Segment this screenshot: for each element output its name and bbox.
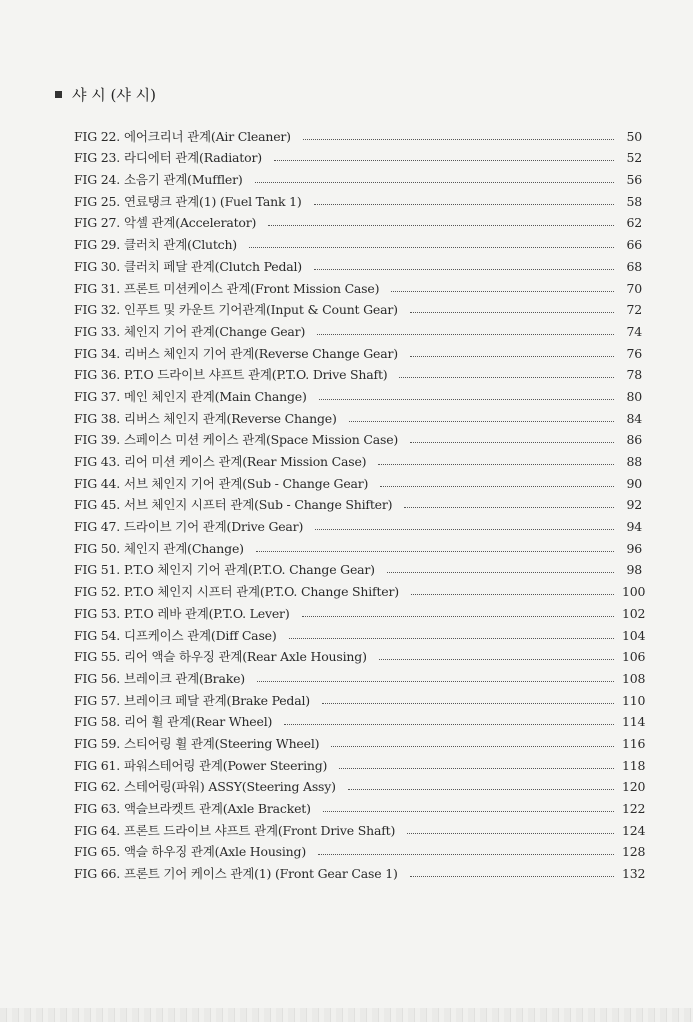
figure-number: FIG 44.: [74, 475, 121, 491]
dot-leader: [314, 269, 614, 270]
entry-title: P.T.O 체인지 기어 관계(P.T.O. Change Gear): [124, 562, 375, 578]
toc-entry: [74, 122, 642, 144]
square-bullet-icon: [55, 91, 62, 98]
entry-title: P.T.O 드라이브 샤프트 관계(P.T.O. Drive Shaft): [124, 367, 388, 383]
toc-entry: [74, 382, 642, 404]
figure-number: FIG 39.: [74, 432, 121, 448]
figure-number: FIG 53.: [74, 605, 121, 621]
dot-leader: [274, 160, 614, 161]
page-number: 120: [622, 779, 646, 795]
dot-leader: [319, 399, 614, 400]
entry-title: 리버스 체인지 관계(Reverse Change): [124, 410, 337, 426]
toc-entry: [74, 296, 642, 318]
toc-entry: [74, 534, 642, 556]
figure-number: FIG 29.: [74, 237, 121, 253]
entry-title: P.T.O 체인지 시프터 관계(P.T.O. Change Shifter): [124, 584, 399, 600]
page-number: 86: [626, 432, 642, 448]
page-number: 116: [622, 735, 646, 751]
toc-entry: [74, 447, 642, 469]
page-number: 90: [626, 475, 642, 491]
dot-leader: [322, 703, 614, 704]
entry-title: 연료탱크 관계(1) (Fuel Tank 1): [124, 193, 302, 209]
toc-entry: [74, 491, 642, 513]
page-number: 66: [626, 237, 642, 253]
entry-title: 브레이크 관계(Brake): [124, 670, 245, 686]
figure-number: FIG 45.: [74, 497, 121, 513]
dot-leader: [404, 507, 614, 508]
figure-number: FIG 66.: [74, 866, 121, 882]
page-number: 104: [622, 627, 646, 643]
figure-number: FIG 43.: [74, 454, 121, 469]
dot-leader: [399, 377, 614, 378]
toc-entry: [74, 512, 642, 534]
page-number: 96: [626, 540, 642, 556]
figure-number: FIG 24.: [74, 172, 121, 188]
page-number: 100: [622, 584, 646, 600]
page-number: 98: [626, 562, 642, 578]
page-number: 84: [626, 410, 642, 426]
entry-title: 소음기 관계(Muffler): [124, 172, 243, 188]
page-number: 102: [622, 605, 646, 621]
page-number: 124: [622, 822, 646, 838]
entry-title: 에어크리너 관계(Air Cleaner): [124, 128, 291, 144]
entry-title: 브레이크 페달 관계(Brake Pedal): [124, 692, 310, 708]
figure-number: FIG 52.: [74, 584, 121, 600]
toc-entry: [74, 404, 642, 426]
page-number: 68: [626, 258, 642, 274]
dot-leader: [379, 659, 614, 660]
figure-number: FIG 57.: [74, 692, 121, 708]
dot-leader: [289, 638, 614, 639]
page-number: 88: [626, 454, 642, 469]
entry-title: 악셀 관계(Accelerator): [124, 215, 257, 231]
figure-number: FIG 23.: [74, 150, 121, 166]
dot-leader: [257, 681, 614, 682]
dot-leader: [255, 182, 614, 183]
entry-title: 리어 액슬 하우징 관계(Rear Axle Housing): [124, 649, 367, 665]
figure-number: FIG 47.: [74, 519, 121, 535]
entry-title: 메인 체인지 관계(Main Change): [124, 388, 307, 404]
figure-number: FIG 32.: [74, 302, 121, 318]
entry-title: 프론트 미션케이스 관계(Front Mission Case): [124, 280, 380, 296]
toc-entry: [74, 252, 642, 274]
page-number: 56: [626, 172, 642, 188]
page-number: 50: [626, 128, 642, 144]
toc-entry: [74, 230, 642, 252]
figure-number: FIG 59.: [74, 735, 121, 751]
dot-leader: [411, 594, 614, 595]
page-number: 94: [626, 519, 642, 535]
dot-leader: [410, 442, 614, 443]
figure-number: FIG 31.: [74, 280, 121, 296]
dot-leader: [318, 854, 614, 855]
dot-leader: [302, 616, 615, 617]
figure-number: FIG 38.: [74, 410, 121, 426]
figure-number: FIG 30.: [74, 258, 121, 274]
toc-entry: [74, 274, 642, 296]
entry-title: 서브 체인지 시프터 관계(Sub - Change Shifter): [124, 497, 393, 513]
dot-leader: [323, 811, 614, 812]
figure-number: FIG 58.: [74, 714, 121, 730]
dot-leader: [348, 789, 614, 790]
dot-leader: [256, 551, 614, 552]
page-number: 74: [626, 323, 642, 339]
toc-entry: [74, 643, 646, 665]
figure-number: FIG 56.: [74, 670, 121, 686]
figure-number: FIG 63.: [74, 801, 121, 816]
entry-title: 체인지 기어 관계(Change Gear): [124, 323, 306, 339]
toc-entry: [74, 729, 646, 751]
toc-entry: [74, 686, 646, 708]
figure-number: FIG 65.: [74, 844, 121, 860]
entry-title: 인푸트 및 카운트 기어관계(Input & Count Gear): [124, 302, 398, 318]
page-number: 108: [622, 670, 646, 686]
toc-entry: [74, 859, 646, 882]
toc-entry: [74, 144, 642, 166]
page-number: 132: [622, 866, 646, 882]
toc-entry: [74, 339, 642, 361]
dot-leader: [315, 529, 614, 530]
figure-number: FIG 64.: [74, 822, 121, 838]
toc-entry: [74, 317, 642, 339]
entry-title: 드라이브 기어 관계(Drive Gear): [124, 519, 304, 535]
dot-leader: [314, 204, 614, 205]
dot-leader: [284, 724, 614, 725]
dot-leader: [410, 356, 614, 357]
page-number: 114: [622, 714, 646, 730]
entry-title: 서브 체인지 기어 관계(Sub - Change Gear): [124, 475, 369, 491]
entry-title: 리어 휠 관계(Rear Wheel): [124, 714, 273, 730]
figure-number: FIG 55.: [74, 649, 121, 665]
entry-title: 리어 미션 케이스 관계(Rear Mission Case): [124, 454, 367, 469]
entry-title: 스페이스 미션 케이스 관계(Space Mission Case): [124, 432, 399, 448]
entry-title: 스티어링 휠 관계(Steering Wheel): [124, 735, 320, 751]
figure-number: FIG 36.: [74, 367, 121, 383]
scan-edge-artifact: [0, 1008, 693, 1022]
page-number: 122: [622, 801, 646, 816]
dot-leader: [391, 291, 614, 292]
page-number: 58: [626, 193, 642, 209]
entry-title: 체인지 관계(Change): [124, 540, 244, 556]
figure-number: FIG 37.: [74, 388, 121, 404]
dot-leader: [410, 312, 614, 313]
figure-number: FIG 54.: [74, 627, 121, 643]
entry-title: 클러치 페달 관계(Clutch Pedal): [124, 258, 302, 274]
figure-number: FIG 61.: [74, 757, 121, 773]
dot-leader: [268, 225, 614, 226]
figure-number: FIG 27.: [74, 215, 121, 231]
dot-leader: [339, 768, 614, 769]
entry-title: 파워스테어링 관계(Power Steering): [124, 757, 328, 773]
figure-number: FIG 62.: [74, 779, 121, 795]
table-of-contents: [74, 122, 646, 882]
entry-title: 클러치 관계(Clutch): [124, 237, 237, 253]
entry-title: 액슬 하우징 관계(Axle Housing): [124, 844, 307, 860]
page-number: 76: [626, 345, 642, 361]
toc-entry: [74, 187, 642, 209]
entry-title: 라디에터 관계(Radiator): [124, 150, 262, 166]
toc-entry: [74, 621, 646, 643]
toc-entry: [74, 773, 646, 795]
page-number: 92: [626, 497, 642, 513]
entry-title: 디프케이스 관계(Diff Case): [124, 627, 277, 643]
page-number: 70: [626, 280, 642, 296]
section-title: 샤 시 (샤 시): [72, 86, 156, 104]
entry-title: P.T.O 레바 관계(P.T.O. Lever): [124, 605, 290, 621]
toc-entry: [74, 556, 642, 578]
dot-leader: [303, 139, 614, 140]
page-number: 110: [622, 692, 646, 708]
dot-leader: [378, 464, 614, 465]
page-number: 72: [626, 302, 642, 318]
toc-entry: [74, 426, 642, 448]
toc-entry: [74, 469, 642, 491]
page-number: 106: [622, 649, 646, 665]
page-number: 78: [626, 367, 642, 383]
dot-leader: [317, 334, 614, 335]
entry-title: 스테어링(파워) ASSY(Steering Assy): [124, 779, 336, 795]
toc-entry: [74, 599, 646, 621]
entry-title: 리버스 체인지 기어 관계(Reverse Change Gear): [124, 345, 398, 361]
toc-entry: [74, 838, 646, 860]
figure-number: FIG 51.: [74, 562, 121, 578]
toc-entry: [74, 751, 646, 773]
section-header: [55, 84, 156, 105]
page-number: 80: [626, 388, 642, 404]
figure-number: FIG 25.: [74, 193, 121, 209]
entry-title: 프론트 기어 케이스 관계(1) (Front Gear Case 1): [124, 866, 398, 882]
figure-number: FIG 50.: [74, 540, 121, 556]
dot-leader: [410, 876, 614, 877]
toc-entry: [74, 708, 646, 730]
toc-entry: [74, 794, 646, 816]
toc-entry: [74, 664, 646, 686]
page-number: 128: [622, 844, 646, 860]
toc-entry: [74, 165, 642, 187]
figure-number: FIG 22.: [74, 128, 121, 144]
dot-leader: [387, 572, 614, 573]
figure-number: FIG 34.: [74, 345, 121, 361]
dot-leader: [380, 486, 614, 487]
toc-entry: [74, 209, 642, 231]
page-number: 62: [626, 215, 642, 231]
page-number: 118: [622, 757, 646, 773]
toc-entry: [74, 361, 642, 383]
entry-title: 프론트 드라이브 샤프트 관계(Front Drive Shaft): [124, 822, 396, 838]
toc-entry: [74, 816, 646, 838]
dot-leader: [407, 833, 614, 834]
page-number: 52: [626, 150, 642, 166]
figure-number: FIG 33.: [74, 323, 121, 339]
dot-leader: [349, 421, 614, 422]
entry-title: 액슬브라켓트 관계(Axle Bracket): [124, 801, 311, 816]
dot-leader: [331, 746, 614, 747]
dot-leader: [249, 247, 614, 248]
toc-entry: [74, 577, 646, 600]
